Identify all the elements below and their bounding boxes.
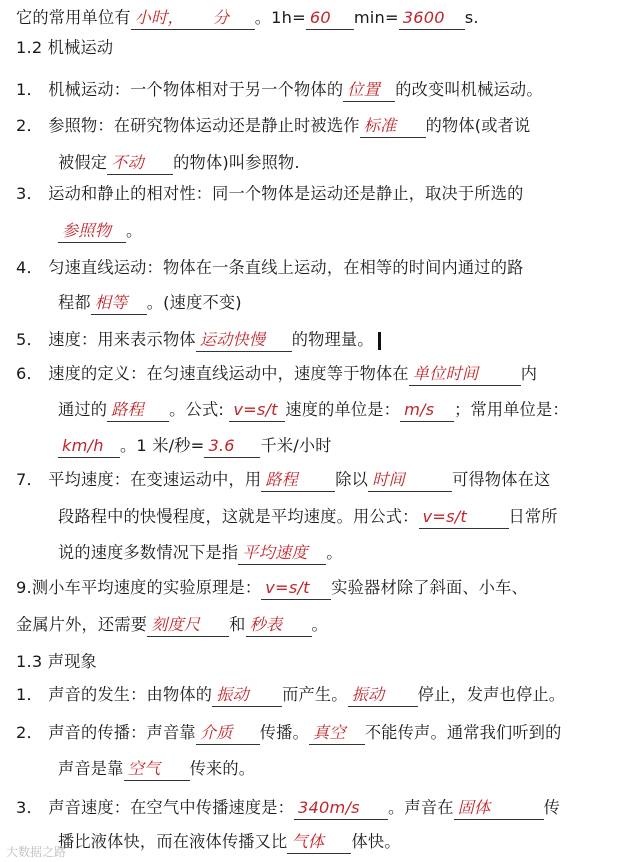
line-text: 实验器材除了斜面、小车、	[331, 578, 528, 597]
answer-blank: 气体	[287, 831, 351, 854]
line-text: 内	[520, 364, 538, 383]
answer-blank: 路程	[107, 399, 169, 422]
answer-blank: 分	[209, 7, 255, 30]
line-text: 段路程中的快慢程度，这就是平均速度。用公式：	[58, 507, 419, 526]
text-line	[16, 108, 530, 144]
answer-blank: 空气	[124, 758, 190, 781]
line-text: 6． 速度的定义：在匀速直线运动中，速度等于物体在	[16, 364, 409, 383]
line-text: 和	[229, 615, 246, 634]
answer-blank: v=s/t	[419, 506, 509, 529]
line-text: 1． 机械运动：一个物体相对于另一个物体的	[16, 80, 344, 99]
line-text: 5． 速度：用来表示物体	[16, 330, 196, 349]
line-text: 3． 运动和静止的相对性：同一个物体是运动还是静止，取决于所选的	[16, 184, 524, 203]
answer-blank: 真空	[309, 722, 365, 745]
line-text: 程都	[58, 293, 91, 312]
text-line	[16, 250, 523, 286]
line-text: s.	[464, 8, 479, 27]
answer-blank: m/s	[400, 399, 454, 422]
answer-blank: v=s/t	[261, 577, 331, 600]
text-line	[16, 176, 523, 212]
line-text: 传来的。	[189, 759, 256, 778]
text-line	[58, 499, 558, 535]
answer-blank: 3.6	[204, 435, 260, 458]
text-line	[58, 824, 401, 860]
answer-blank: 位置	[343, 79, 395, 102]
answer-blank: km/h	[58, 435, 120, 458]
line-text: 金属片外，还需要	[16, 615, 148, 634]
answer-blank: 单位时间	[409, 363, 521, 386]
line-text: 的物理量。	[291, 330, 374, 349]
line-text: 传	[543, 798, 560, 817]
line-text: 的物体(或者说	[425, 116, 531, 135]
line-text: 不能传声。通常我们听到的	[364, 723, 562, 742]
line-text: 千米/小时	[260, 436, 332, 455]
line-text: 的改变叫机械运动。	[395, 80, 543, 99]
text-line	[58, 285, 242, 321]
line-text: 体快。	[351, 832, 401, 851]
answer-blank: 运动快慢	[196, 329, 292, 352]
line-text: 。(速度不变)	[146, 293, 242, 312]
line-text: 7． 平均速度：在变速运动中，用	[16, 470, 262, 489]
answer-blank: 3600	[399, 7, 465, 30]
answer-blank: 不动	[107, 152, 173, 175]
text-line	[16, 30, 113, 66]
line-text: 2． 声音的传播：声音靠	[16, 723, 196, 742]
line-text: 除以	[335, 470, 369, 489]
line-text: 3． 声音速度：在空气中传播速度是：	[16, 798, 295, 817]
line-text: 日常所	[508, 507, 558, 526]
text-line	[16, 677, 565, 713]
answer-blank: 340m/s	[294, 797, 388, 820]
text-line	[16, 72, 543, 108]
text-line	[16, 607, 328, 643]
line-text: 传播。	[259, 723, 309, 742]
text-line	[16, 462, 550, 498]
text-line	[16, 790, 560, 826]
line-text: 而产生。	[282, 685, 348, 704]
line-text: ；常用单位是：	[454, 400, 569, 419]
answer-blank: 时间	[368, 469, 452, 492]
line-text: 它的常用单位有	[16, 8, 131, 27]
answer-blank: 振动	[348, 684, 418, 707]
line-text: 2． 参照物：在研究物体运动还是静止时被选作	[16, 116, 360, 135]
line-text: 。公式:	[169, 400, 230, 419]
line-text: 。声音在	[388, 798, 454, 817]
answer-blank: 小时，	[131, 7, 209, 30]
text-line	[16, 715, 562, 751]
answer-blank: 相等	[91, 292, 147, 315]
line-text: 声音是靠	[58, 759, 124, 778]
line-text: 。1h=	[254, 8, 306, 27]
line-text: 。	[326, 543, 343, 562]
text-cursor	[378, 332, 381, 350]
line-text: min=	[353, 8, 399, 27]
line-text: 4． 匀速直线运动：物体在一条直线上运动，在相等的时间内通过的路	[16, 258, 524, 277]
answer-blank: 秒表	[246, 614, 312, 637]
line-text: 1.3 声现象	[16, 652, 97, 671]
text-line	[16, 570, 528, 606]
line-text: 。1 米/秒=	[120, 436, 205, 455]
line-text: 9.测小车平均速度的实验原理是：	[16, 578, 262, 597]
answer-blank: 路程	[261, 469, 335, 492]
answer-blank: 振动	[212, 684, 282, 707]
text-line	[58, 535, 343, 571]
text-line	[58, 392, 569, 428]
answer-blank: 刻度尺	[147, 614, 229, 637]
line-text: 。	[311, 615, 328, 634]
answer-blank: 固体	[454, 797, 544, 820]
answer-blank: v=s/t	[229, 399, 285, 422]
answer-blank: 参照物	[58, 220, 126, 243]
watermark-logo: 大数据之路	[6, 845, 67, 859]
line-text: 通过的	[58, 400, 108, 419]
line-text: 1． 声音的发生：由物体的	[16, 685, 213, 704]
text-line	[58, 751, 255, 787]
answer-blank: 平均速度	[238, 542, 326, 565]
line-text: 被假定	[58, 153, 108, 172]
line-text: 1.2 机械运动	[16, 38, 114, 57]
line-text: 停止，发声也停止。	[417, 685, 566, 704]
line-text: 速度的单位是：	[285, 400, 401, 419]
line-text: 的物体)叫参照物.	[173, 153, 300, 172]
text-line	[16, 322, 381, 358]
line-text: 播比液体快，而在液体传播又比	[58, 832, 288, 851]
line-text: 说的速度多数情况下是指	[58, 543, 239, 562]
text-line	[16, 644, 97, 680]
text-line	[58, 213, 142, 249]
text-line	[16, 356, 537, 392]
answer-blank: 60	[306, 7, 354, 30]
line-text: 可得物体在这	[452, 470, 551, 489]
answer-blank: 标准	[360, 115, 426, 138]
line-text: 。	[126, 221, 143, 240]
text-line	[58, 428, 332, 464]
answer-blank: 介质	[196, 722, 260, 745]
